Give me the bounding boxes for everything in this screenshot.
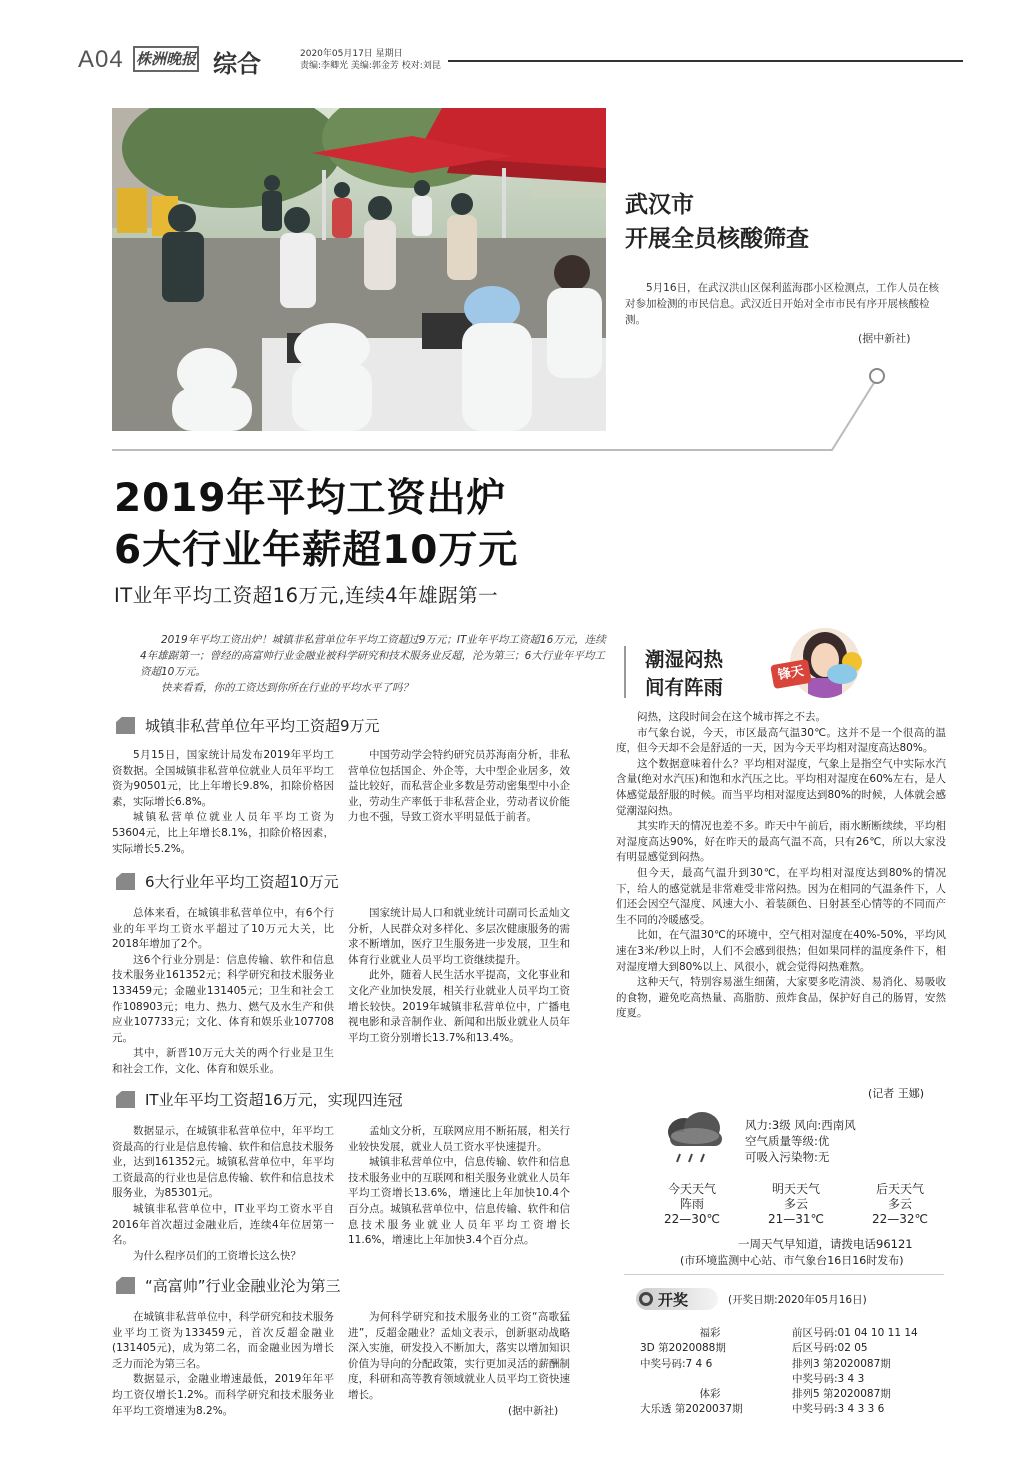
section-marker-icon: [116, 873, 135, 890]
weather-meta: [745, 1117, 856, 1165]
section4-left-column: [112, 1310, 334, 1419]
weather-byline: (记者 王娜): [868, 1087, 925, 1100]
lead-paragraph: [140, 632, 608, 696]
header-meta: [300, 48, 441, 72]
section3-left-column: [112, 1124, 334, 1264]
section-title-1: 城镇非私营单位年平均工资超9万元: [145, 717, 380, 735]
photo-caption: 5月16日，在武汉洪山区保利蓝海郡小区检测点，工作人员在核对参加检测的市民信息。武汉近日开始对全市市民有序开展核酸检测。: [625, 282, 940, 326]
section2-right-column: [348, 906, 570, 1046]
forecast-today: [652, 1182, 732, 1227]
paragraph: 此外，随着人民生活水平提高，文化事业和文化产业加快发展，相关行业就业人员平均工资增长较快。2019年城镇非私营单位中，广播电视电影和录音制作业、新闻和出版业就业人员年平均工资分别增长13.7%和13.4%。: [348, 969, 570, 1044]
lottery-sports: [792, 1326, 942, 1418]
photo-title-line2: 开展全员核酸筛查: [625, 225, 809, 252]
weather-title-rule: [624, 646, 626, 698]
paragraph: 数据显示，金融业增速最低，2019年年平均工资仅增长1.2%。而科学研究和技术服务业年平均工资增速为8.2%。: [112, 1373, 334, 1417]
page-number: A04: [78, 46, 124, 73]
paragraph: 中国劳动学会特约研究员苏海南分析，非私营单位包括国企、外企等，大中型企业居多，效益比较好，而私营企业多数是劳动密集型中小企业，劳动生产率低于非私营企业，劳动者议价能力也不强，导致工资水平明显低于前者。: [348, 749, 570, 824]
pl5-number: 中奖号码:3 4 3 3 6: [792, 1403, 885, 1416]
paragraph: 城镇私营单位就业人员年平均工资为53604元，比上年增长8.1%，扣除价格因素，实际增长5.2%。: [112, 811, 334, 855]
forecast-tomorrow: [756, 1182, 836, 1227]
paragraph: 但今天，最高气温升到30℃，在平均相对湿度达到80%的情况下，给人的感觉就是非常难受非常闷热。因为在相同的气温条件下，人们还会因空气湿度、风速大小、着装颜色、日射甚至心情等的不同而产生不同的冷暖感受。: [616, 866, 946, 926]
lead-p1: 2019年平均工资出炉！城镇非私营单位年平均工资超过9万元；IT业年平均工资超16万元，连续4年雄踞第一；曾经的高富帅行业金融业被科学研究和技术服务业反超，沦为第三；6大行业年平均工资超10万元。: [140, 634, 606, 678]
lottery-title-bar: [636, 1288, 936, 1314]
welfare-number: 中奖号码:7 4 6: [640, 1357, 713, 1370]
weather-article: [616, 710, 946, 1022]
paragraph: 为什么程序员们的工资增长这么快？: [133, 1249, 301, 1262]
section4-right-column: [348, 1310, 570, 1404]
photo-title-line1: 武汉市: [625, 191, 694, 218]
weather-logo-badge: 锋天: [770, 659, 812, 689]
pl5-game: 排列5 第2020087期: [792, 1388, 891, 1401]
main-headline-line1: 2019年平均工资出炉: [114, 476, 507, 521]
paragraph: 其实昨天的情况也差不多。昨天中午前后，雨水断断续续，平均相对湿度高达90%，好在昨天的最高气温不高，只有26℃，所以大家没有明显感觉到闷热。: [616, 820, 946, 864]
pollutant-info: 可吸入污染物:无: [745, 1150, 830, 1164]
paragraph: 闷热，这段时间会在这个城市挥之不去。: [637, 711, 826, 723]
paragraph: 这个数据意味着什么？平均相对湿度，气象上是指空气中实际水汽含量(绝对水汽压)和饱和水汽压之比。平均相对湿度在60%左右，是人体感觉最舒服的时候。而当平均相对湿度达到80%的时候，人体就会感觉潮湿闷热。: [616, 757, 946, 817]
lottery-bullet-icon: [639, 1292, 653, 1306]
section-marker-icon: [116, 717, 135, 734]
paragraph: 国家统计局人口和就业统计司副司长孟灿文分析，人民群众对多样化、多层次健康服务的需求不断增加，医疗卫生服务进一步发展，卫生和体育行业就业人员平均工资继续提升。: [348, 907, 570, 966]
section-title-2: 6大行业年平均工资超10万元: [145, 873, 339, 891]
weather-title-line1: 潮湿闷热: [645, 648, 724, 671]
decorative-connector: [112, 360, 892, 460]
forecast-temp: 21—31℃: [767, 1212, 824, 1226]
section-heading-3: [116, 1090, 403, 1110]
forecast-condition: 多云: [783, 1197, 808, 1211]
welfare-label: 福彩: [699, 1327, 721, 1339]
forecast-day-after: [860, 1182, 940, 1227]
section3-right-column: [348, 1124, 570, 1249]
pl3-number: 中奖号码:3 4 3: [792, 1372, 865, 1385]
paragraph: 这6个行业分别是：信息传输、软件和信息技术服务业161352元；科学研究和技术服务业133459元；金融业131405元；卫生和社会工作108903元；电力、热力、燃气及水生产和供应业107733元；文化、体育和娱乐业107708元。: [112, 953, 334, 1044]
section-heading-4: [116, 1276, 341, 1296]
newspaper-logo: 株洲晚报: [133, 46, 199, 72]
paragraph: 5月15日，国家统计局发布2019年平均工资数据。全国城镇非私营单位就业人员年平均工资为90501元，比上年增长9.8%，扣除价格因素，实际增长6.8%。: [112, 749, 334, 808]
paragraph: 为何科学研究和技术服务业的工资“高歌猛进”，反超金融业？孟灿文表示，创新驱动战略深入实施，研发投入不断加大，落实以增加知识价值为导向的分配政策，实行更加灵活的薪酬制度，科研和高等教育领域就业人员平均工资快速增长。: [348, 1311, 570, 1401]
section-heading-1: [116, 716, 380, 736]
lead-p2: 快来看看，你的工资达到你所在行业的平均水平了吗？: [161, 682, 413, 694]
forecast-temp: 22—30℃: [663, 1212, 720, 1226]
section-title-4: “高富帅”行业金融业沦为第三: [145, 1277, 341, 1295]
forecast-condition: 阵雨: [679, 1197, 704, 1211]
article-source: (据中新社): [508, 1405, 559, 1417]
sports-game: 大乐透 第2020037期: [640, 1403, 743, 1416]
section-heading-2: [116, 872, 339, 892]
main-subheadline: IT业年平均工资超16万元,连续4年雄踞第一: [114, 584, 499, 607]
paragraph: 数据显示，在城镇非私营单位中，年平均工资最高的行业是信息传输、软件和信息技术服务业，达到161352元。城镇私营单位中，年平均工资最高的行业也是信息传输、软件和信息技术服务业，为85301元。: [112, 1125, 334, 1200]
pl3-game: 排列3 第2020087期: [792, 1357, 891, 1370]
lottery-welfare: [640, 1326, 780, 1417]
forecast-day-label: 明天天气: [771, 1182, 820, 1196]
section1-left-column: [112, 748, 334, 857]
forecast-temp: 22—32℃: [871, 1212, 928, 1226]
main-headline-line2: 6大行业年薪超10万元: [114, 528, 519, 573]
forecast-day-label: 今天天气: [667, 1182, 716, 1196]
back-numbers: 后区号码:02 05: [792, 1342, 868, 1355]
weather-title: [645, 646, 723, 702]
sports-label: 体彩: [699, 1387, 721, 1400]
paragraph: 这种天气，特别容易滋生细菌，大家要多吃清淡、易消化、易吸收的食物，避免吃高热量、高脂肪、煎炸食品，保护好自己的肠胃，安然度夏。: [616, 976, 946, 1020]
air-quality: 空气质量等级:优: [745, 1134, 830, 1148]
paragraph: 其中，新晋10万元大关的两个行业是卫生和社会工作，文化、体育和娱乐业。: [112, 1047, 334, 1075]
section1-right-column: [348, 748, 570, 826]
lottery-date: (开奖日期:2020年05月16日): [728, 1294, 867, 1306]
weather-hotline: 一周天气早知道，请拨电话96121: [738, 1237, 913, 1251]
front-numbers: 前区号码:01 04 10 11 14: [792, 1327, 918, 1339]
weather-title-line2: 间有阵雨: [645, 676, 724, 699]
divider: [624, 1274, 944, 1275]
forecast-condition: 多云: [887, 1197, 912, 1211]
paragraph: 比如，在气温30℃的环境中，空气相对湿度在40%-50%，平均风速在3米/秒以上时，人们不会感到很热；但如果同样的温度条件下，相对湿度增大到80%以上、风很小，就会觉得闷热难熬。: [616, 929, 946, 973]
sun-cloud-icon: [824, 646, 868, 690]
forecast-day-label: 后天天气: [875, 1182, 924, 1196]
paragraph: 总体来看，在城镇非私营单位中，有6个行业的年平均工资水平超过了10万元大关，比2018年增加了2个。: [112, 907, 334, 951]
date-line: 2020年05月17日 星期日: [300, 49, 403, 59]
paragraph: 城镇非私营单位中，信息传输、软件和信息技术服务业中的互联网和相关服务业就业人员年平均工资增长13.6%，增速比上年加快10.4个百分点。城镇私营单位中，信息传输、软件和信息技术服务业就业人员年平均工资增长11.6%，增速比上年加快3.4个百分点。: [348, 1156, 570, 1247]
paragraph: 城镇非私营单位中，IT业平均工资水平自2016年首次超过金融业后，连续4年位居第一名。: [112, 1202, 334, 1247]
welfare-game: 3D 第2020088期: [640, 1342, 726, 1355]
section-marker-icon: [116, 1091, 135, 1108]
paragraph: 在城镇非私营单位中，科学研究和技术服务业平均工资为133459元，首次反超金融业(131405元)，成为第二名，而金融业因为增长乏力而沦为第三名。: [112, 1311, 334, 1370]
wind-info: 风力:3级 风向:西南风: [745, 1118, 856, 1132]
rain-cloud-icon: [662, 1110, 728, 1170]
paragraph: 孟灿文分析，互联网应用不断拓展，相关行业较快发展，就业人员工资水平快速提升。: [348, 1125, 570, 1153]
section-title-3: IT业年平均工资超16万元，实现四连冠: [145, 1091, 403, 1109]
section2-left-column: [112, 906, 334, 1078]
section-title: 综合: [213, 49, 261, 78]
paragraph: 市气象台说，今天，市区最高气温30℃。这并不是一个很高的温度，但今天却不会是舒适的一天，因为今天平均相对湿度高达80%。: [616, 726, 946, 755]
photo-title: [625, 188, 809, 256]
editor-line: 责编:李卿光 美编:郭金芳 校对:刘昆: [300, 61, 441, 71]
weather-issuer: (市环境监测中心站、市气象台16日16时发布): [680, 1254, 904, 1267]
photo-source: (据中新社): [858, 332, 911, 345]
lottery-title: 开奖: [658, 1291, 689, 1309]
header-rule: [448, 60, 963, 62]
section-marker-icon: [116, 1277, 135, 1294]
